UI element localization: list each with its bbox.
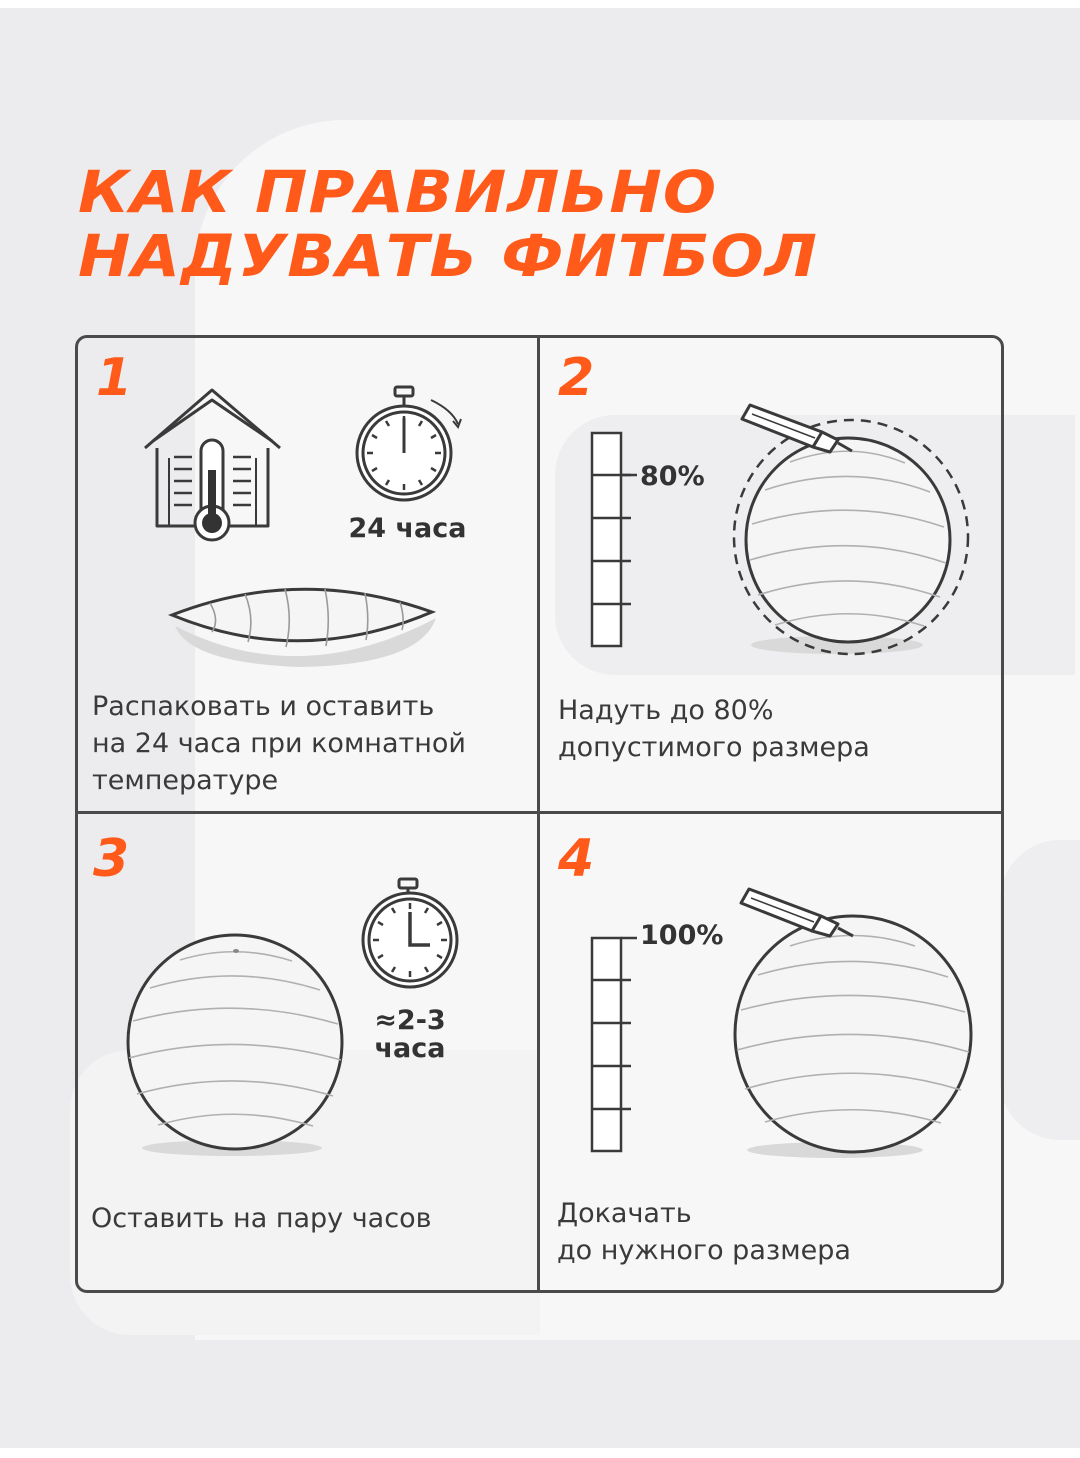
step-number-3: 3 <box>93 829 130 889</box>
ball-icon <box>128 935 342 1156</box>
step-4-gauge-label: 100% <box>640 920 724 951</box>
title-line-2: НАДУВАТЬ ФИТБОЛ <box>78 222 818 290</box>
step-1-caption-line-2: на 24 часа при комнатной <box>92 728 466 759</box>
step-2-caption-line-2: допустимого размера <box>558 732 870 763</box>
gauge-icon <box>592 938 637 1151</box>
step-3-time-label <box>360 1007 460 1063</box>
step-3-time-line-1: ≈2-3 <box>374 1005 446 1036</box>
step-2-caption-line-1: Надуть до 80% <box>558 695 774 726</box>
step-2-caption <box>558 692 870 766</box>
step-1-caption-line-3: температуре <box>92 765 279 796</box>
step-1-time-label: 24 часа <box>348 513 467 544</box>
gauge-icon <box>592 433 637 646</box>
pump-needle-icon <box>742 405 852 452</box>
ball-icon <box>734 420 968 654</box>
step-2-gauge-label: 80% <box>640 461 705 492</box>
step-3-caption <box>91 1200 432 1237</box>
step-4-caption <box>557 1195 851 1269</box>
step-number-4: 4 <box>558 829 595 889</box>
stopwatch-icon <box>357 387 461 500</box>
step-4-caption-line-1: Докачать <box>557 1198 692 1229</box>
step-number-1: 1 <box>96 348 133 408</box>
step-3-time-line-2: часа <box>374 1033 446 1064</box>
step-4-caption-line-2: до нужного размера <box>557 1235 851 1266</box>
house-thermometer-icon <box>145 390 280 540</box>
stopwatch-icon <box>363 879 457 987</box>
deflated-ball-icon <box>172 589 436 667</box>
step-number-2: 2 <box>558 348 595 408</box>
step-1-caption-line-1: Распаковать и оставить <box>92 691 435 722</box>
step-1-caption <box>92 688 466 799</box>
ball-icon <box>735 916 971 1158</box>
title-line-1: КАК ПРАВИЛЬНО <box>78 158 718 226</box>
step-3-caption-line-1: Оставить на пару часов <box>91 1203 432 1234</box>
